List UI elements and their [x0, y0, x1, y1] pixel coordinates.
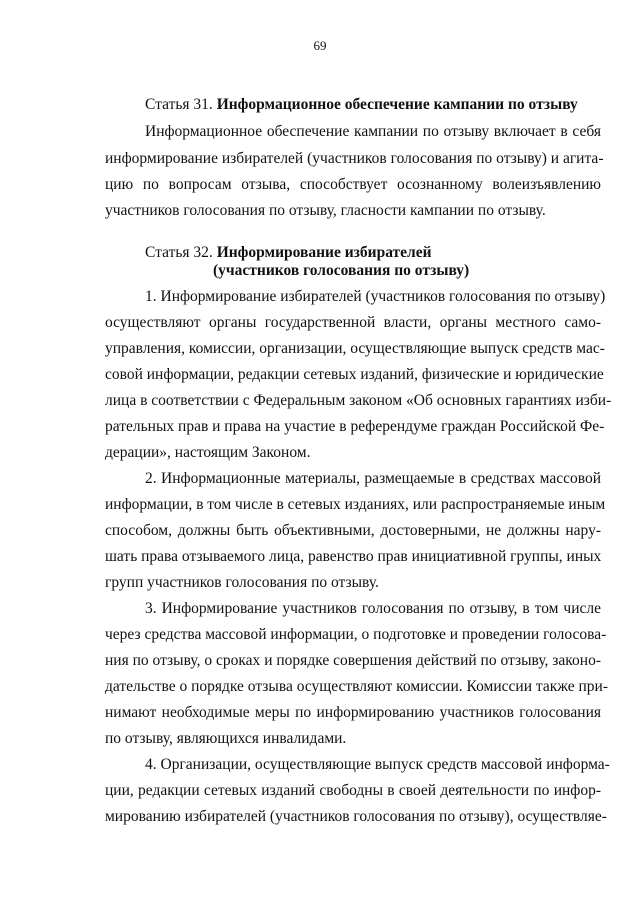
- text-line: ции, редакции сетевых изданий свободны в своей деятельности по инфор-: [105, 782, 601, 799]
- text-line: способом, должны быть объективными, достоверными, не должны нару-: [105, 522, 601, 539]
- text-line: лица в соответствии с Федеральным законом «Об основных гарантиях изби-: [105, 392, 612, 409]
- text-line: осуществляют органы государственной власти, органы местного само-: [105, 314, 601, 331]
- text-line: информации, в том числе в сетевых изданиях, или распространяемые иным: [105, 496, 606, 513]
- text-line: Информационное обеспечение кампании по отзыву включает в себя: [145, 123, 601, 140]
- text-line: управления, комиссии, организации, осуществляющие выпуск средств мас-: [105, 340, 605, 357]
- text-line: ния по отзыву, о сроках и порядке совершения действий по отзыву, законо-: [105, 652, 601, 669]
- text-line: мированию избирателей (участников голосования по отзыву), осуществляе-: [105, 808, 607, 825]
- text-line: нимают необходимые меры по информированию участников голосования: [105, 704, 601, 721]
- text-line: 3. Информирование участников голосования по отзыву, в том числе: [145, 600, 601, 617]
- text-line: шать права отзываемого лица, равенство прав инициативной группы, иных: [105, 548, 602, 565]
- article-31-label: Статья 31.: [145, 96, 213, 113]
- text-line: дательстве о порядке отзыва осуществляют комиссии. Комиссии также при-: [105, 678, 609, 695]
- text-line: информирование избирателей (участников голосования по отзыву) и агита-: [105, 150, 604, 167]
- text-line: по отзыву, являющихся инвалидами.: [105, 730, 347, 747]
- text-line: групп участников голосования по отзыву.: [105, 574, 379, 591]
- text-line: 4. Организации, осуществляющие выпуск средств массовой информа-: [145, 756, 610, 773]
- page-number: 69: [313, 38, 327, 53]
- article-31-heading: [145, 96, 578, 114]
- article-32-title-line-1: Информирование избирателей: [216, 244, 432, 261]
- text-line: рательных прав и права на участие в референдуме граждан Российской Фе-: [105, 418, 605, 435]
- article-32-heading: [145, 244, 432, 262]
- text-line: 1. Информирование избирателей (участников голосования по отзыву): [145, 288, 606, 305]
- article-31-title: Информационное обеспечение кампании по отзыву: [216, 96, 578, 113]
- text-line: совой информации, редакции сетевых изданий, физические и юридические: [105, 366, 604, 383]
- article-32-title-line-2-wrap: [213, 262, 469, 280]
- text-line: участников голосования по отзыву, гласности кампании по отзыву.: [105, 202, 546, 219]
- article-32-title-line-2: (участников голосования по отзыву): [213, 262, 470, 279]
- text-line: цию по вопросам отзыва, способствует осознанному волеизъявлению: [105, 176, 601, 193]
- text-line: через средства массовой информации, о подготовке и проведении голосова-: [105, 626, 607, 643]
- article-32-label: Статья 32.: [145, 244, 213, 261]
- text-line: дерации», настоящим Законом.: [105, 444, 311, 461]
- text-line: 2. Информационные материалы, размещаемые в средствах массовой: [145, 470, 601, 487]
